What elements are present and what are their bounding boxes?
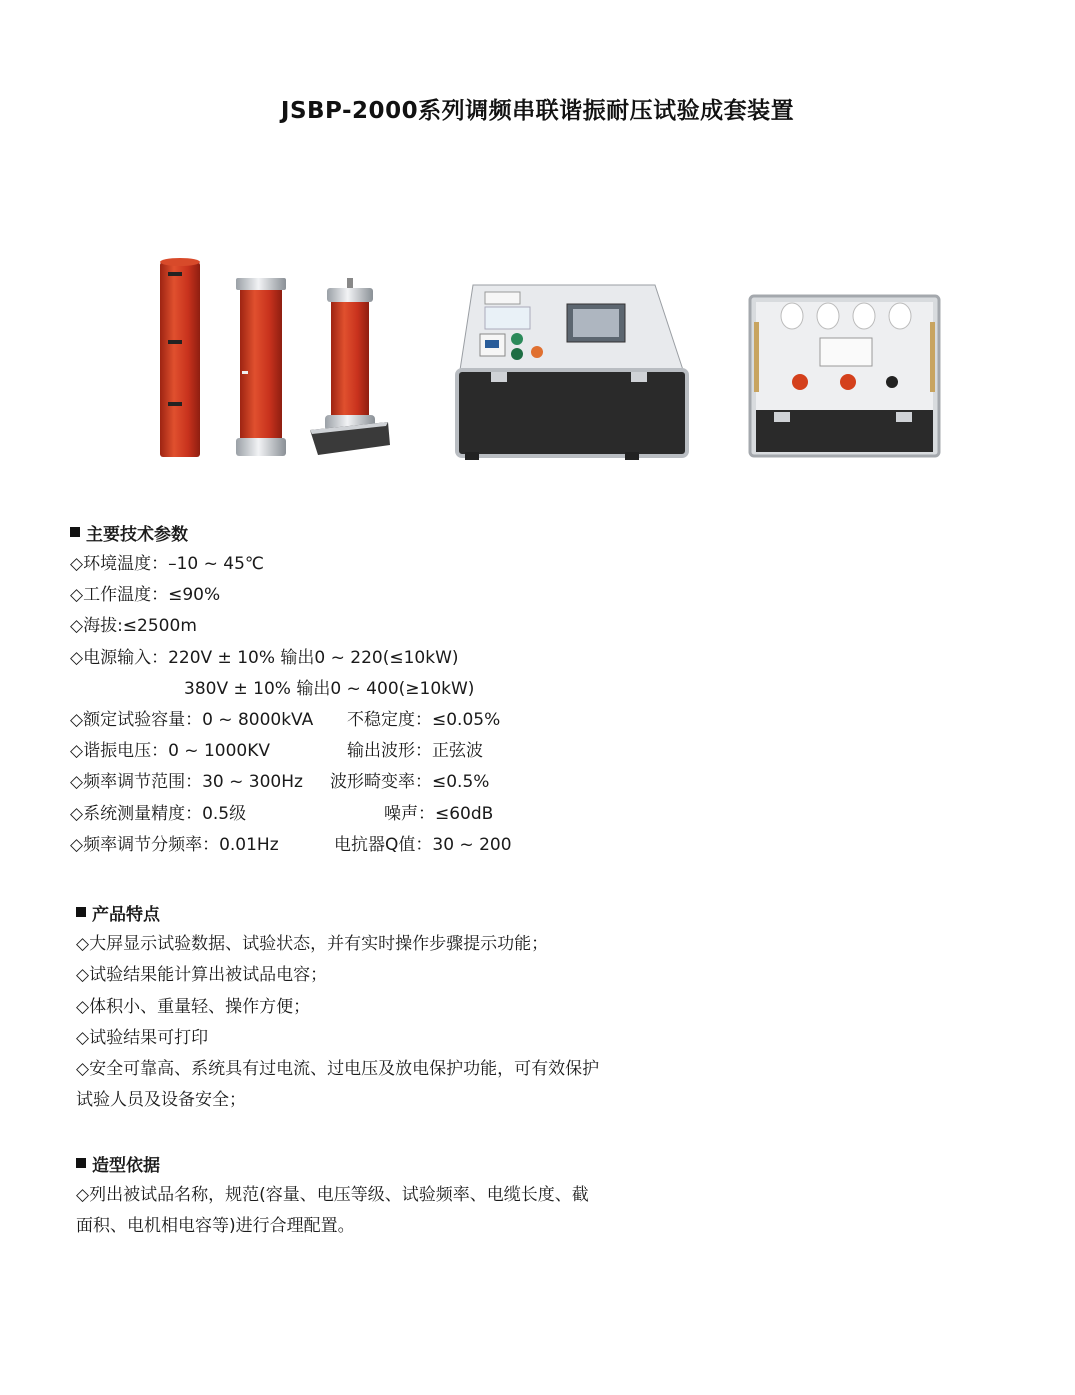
exciter-image: [748, 292, 943, 465]
feature-item: ◇大屏显示试验数据、试验状态，并有实时操作步骤提示功能；: [76, 934, 549, 954]
features-section: [76, 899, 696, 1117]
feature-item: 试验人员及设备安全；: [76, 1090, 246, 1111]
spec-row: ◇频率调节范围：30 ~ 300Hz 波形畸变率：≤0.5%: [70, 772, 490, 793]
spec-row: ◇谐振电压：0 ~ 1000KV 输出波形：正弦波: [70, 741, 483, 762]
specs-section: [70, 519, 690, 861]
feature-item: ◇安全可靠高、系统具有过电流、过电压及放电保护功能，可有效保护: [76, 1059, 600, 1080]
spec-row: ◇工作温度：≤90%: [70, 585, 221, 606]
selection-item: 面积、电机相电容等)进行合理配置。: [76, 1216, 355, 1237]
features-heading: 产品特点: [76, 899, 696, 925]
square-bullet-icon: [76, 907, 86, 917]
selection-item: ◇列出被试品名称，规范(容量、电压等级、试验频率、电缆长度、截: [76, 1185, 589, 1205]
feature-item: ◇试验结果可打印: [76, 1027, 209, 1048]
spec-row: ◇系统测量精度：0.5级 噪声：≤60dB: [70, 803, 494, 824]
control-box-image: [455, 282, 690, 465]
page-title: JSBP-2000系列调频串联谐振耐压试验成套装置: [280, 98, 795, 124]
selection-heading: 造型依据: [76, 1150, 696, 1176]
feature-item: ◇体积小、重量轻、操作方便；: [76, 996, 311, 1017]
spec-row: ◇频率调节分频率：0.01Hz 电抗器Q值：30 ~ 200: [70, 834, 512, 855]
spec-row: ◇额定试验容量：0 ~ 8000kVA 不稳定度：≤0.05%: [70, 709, 501, 730]
reactors-image: [150, 250, 395, 465]
specs-heading: 主要技术参数: [70, 519, 690, 545]
square-bullet-icon: [70, 527, 80, 537]
spec-row: ◇电源输入：220V ± 10% 输出0 ~ 220(≤10kW): [70, 647, 459, 668]
spec-row: ◇环境温度：–10 ~ 45℃: [70, 554, 264, 574]
spec-row: ◇海拔:≤2500m: [70, 616, 197, 637]
square-bullet-icon: [76, 1158, 86, 1168]
selection-section: [76, 1150, 696, 1243]
spec-row: 380V ± 10% 输出0 ~ 400(≥10kW): [184, 678, 475, 699]
feature-item: ◇试验结果能计算出被试品电容；: [76, 965, 328, 986]
